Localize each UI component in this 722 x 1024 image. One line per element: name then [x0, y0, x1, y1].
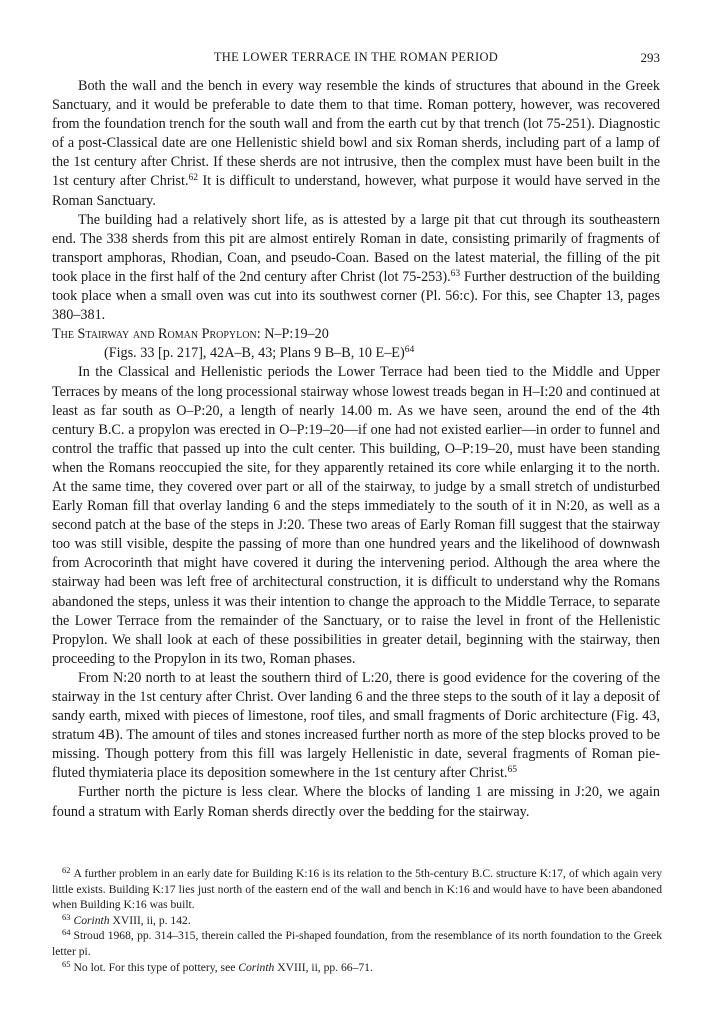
footnote-italic: Corinth — [73, 913, 110, 927]
paragraph — [52, 363, 660, 669]
section-refs-text: (Figs. 33 [p. 217], 42A–B, 43; Plans 9 B–B, 10 E–E) — [104, 345, 405, 362]
footnote-prefix: No lot. For this type of pottery, see — [73, 960, 239, 974]
footnote-ref: 62 — [188, 173, 199, 184]
footnote-italic: Corinth — [238, 960, 275, 974]
paragraph-text: From N:20 north to at least the southern third of L:20, there is good evidence for the covering of the stairway in the 1st century after Christ. Over landing 6 and the three steps to the south of it lay a deposit of sandy earth, mixed with pieces of limestone, roof tiles, and small fragments of Doric architecture (Fig. 43, stratum 4B). The amount of tiles and stones increased further north as more of the step blocks proved to be missing. Though pottery from this fill was largely Hellenistic in date, several fragments of Roman pie-fluted thymiateria place its deposition somewhere in the 1st century after Christ. — [52, 669, 660, 782]
section-references — [52, 344, 660, 363]
page-number: 293 — [640, 50, 660, 65]
footnote-number: 63 — [62, 911, 71, 922]
paragraph — [52, 669, 660, 784]
section-heading — [52, 325, 660, 344]
footnote-text: XVIII, ii, p. 142. — [109, 913, 191, 927]
footnote — [52, 866, 662, 913]
footnote — [52, 913, 662, 929]
paragraph-text: Both the wall and the bench in every way resemble the kinds of structures that abound in the Greek Sanctuary, and it would be preferable to date them to that time. Roman pottery, however, was recovered from the foundation trench for the south wall and from the earth cut by that trench (lot 75-251). Diagnostic of a post-Classical date are one Hellenistic shield bowl and six Roman sherds, including part of a lamp of the 1st century after Christ. If these sherds are not intrusive, then the complex must have been built in the 1st century after Christ. — [52, 78, 660, 190]
paragraph-text: Further north the picture is less clear. Where the blocks of landing 1 are missing in J:20, we again found a stratum with Early Roman sherds directly over the bedding for the stairway. — [52, 784, 660, 820]
footnote-ref: 64 — [404, 345, 415, 356]
paragraph — [52, 211, 660, 326]
footnote — [52, 960, 662, 976]
running-title: THE LOWER TERRACE IN THE ROMAN PERIOD — [213, 50, 499, 64]
section-title: The Stairway and Roman Propylon: — [52, 326, 261, 343]
footnote-text: A further problem in an early date for Building K:16 is its relation to the 5th-century B.C. structure K:17, of which again very little exists. Building K:17 lies just north of the eastern end of the wall and bench in K:16 and would have to have been abandoned when Building K:16 was built. — [52, 867, 662, 912]
footnote — [52, 928, 662, 959]
footnotes — [52, 866, 662, 975]
footnote-text: Stroud 1968, pp. 314–315, therein called the Pi-shaped foundation, from the resemblance of its north foundation to the Greek letter pi. — [52, 929, 662, 958]
paragraph-text: The building had a relatively short life, as is attested by a large pit that cut through its southeastern end. The 338 sherds from this pit are almost entirely Roman in date, consisting primarily of fragments of transport amphoras, Rhodian, Coan, and pseudo-Coan. Based on the latest material, the filling of the pit took place in the first half of the 2nd century after Christ (lot 75-253). — [52, 211, 660, 285]
paragraph-text: Further destruction of the building took place when a small oven was cut into its southwest corner (Pl. 56:c). For this, see Chapter 13, pages 380–381. — [52, 268, 660, 324]
paragraph-text: In the Classical and Hellenistic periods the Lower Terrace had been tied to the Middle and Upper Terraces by means of the long processional stairway whose lowest treads began in H–I:20 and continued at least as far south as O–P:20, a length of nearly 14.00 m. As we have seen, around the end of the 4th century B.C. a propylon was erected in O–P:19–20—if one had not existed earlier—in order to funnel and control the traffic that passed up into the cult center. This building, O–P:19–20, must have been standing when the Romans reoccupied the site, for they apparently retained its core while enlarging it to the north. At the same time, they covered over part or all of the stairway, to judge by a small stretch of undisturbed Early Roman fill that overlay landing 6 and the steps immediately to the south of it in N:20, as well as a second patch at the base of the steps in J:20. These two areas of Early Roman fill suggest that the stairway too was still visible, despite the passing of more than one hundred years and the likelihood of downwash from Acrocorinth that might have covered it during the intervening period. Although the area where the stairway had been was left free of architectural construction, it is difficult to understand why the Romans abandoned the steps, unless it was their intention to change the approach to the Middle Terrace, to separate the Lower Terrace from the remainder of the Sanctuary, or to raise the level in front of the Hellenistic Propylon. We shall look at each of these possibilities in greater detail, beginning with the stairway, then proceeding to the Propylon in its two, Roman phases. — [52, 364, 660, 667]
footnote-number: 64 — [62, 927, 71, 938]
section-location: N–P:19–20 — [260, 326, 329, 343]
paragraph-text: It is difficult to understand, however, what purpose it would have served in the Roman Sanctuary. — [52, 173, 660, 209]
footnote-ref: 63 — [450, 268, 461, 279]
footnote-ref: 65 — [507, 765, 517, 776]
main-text — [52, 77, 660, 822]
paragraph — [52, 77, 660, 211]
footnote-number: 62 — [62, 865, 71, 875]
footnote-number: 65 — [62, 958, 71, 969]
running-header — [52, 50, 660, 70]
footnote-text: XVIII, ii, pp. 66–71. — [274, 960, 373, 974]
paragraph — [52, 783, 660, 821]
